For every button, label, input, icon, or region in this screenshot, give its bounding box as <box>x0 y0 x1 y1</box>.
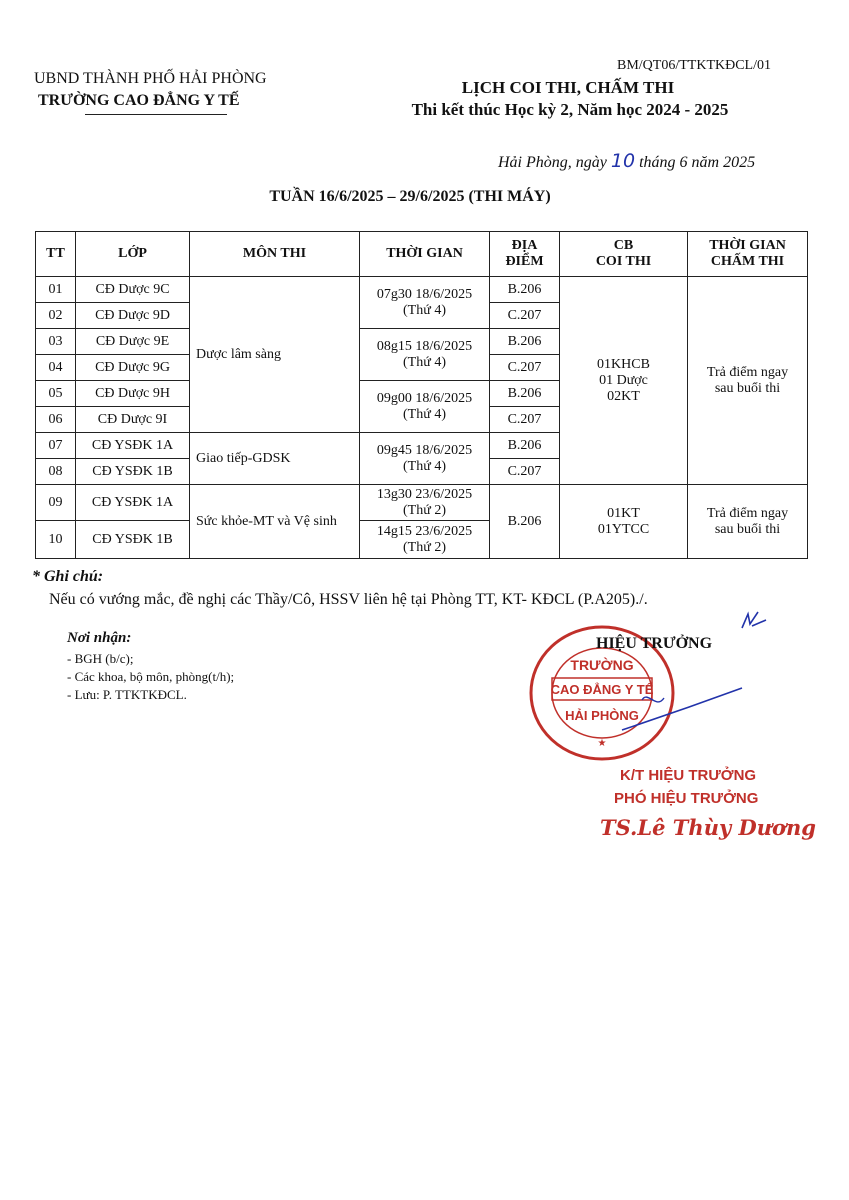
cell-subject: Dược lâm sàng <box>190 277 360 433</box>
cell-time <box>360 433 490 485</box>
cell-invigilators <box>560 485 688 559</box>
table-row <box>36 485 808 521</box>
cell-room: B.206 <box>490 433 560 459</box>
time-line-1: 07g30 18/6/2025 <box>376 286 473 302</box>
svg-text:TRƯỜNG: TRƯỜNG <box>570 657 634 673</box>
invigilator-line: 01YTCC <box>597 521 650 537</box>
table-row <box>36 277 808 303</box>
invigilator-line: 01KHCB <box>597 356 650 372</box>
cell-room: B.206 <box>490 329 560 355</box>
cell-class: CĐ Dược 9I <box>76 407 190 433</box>
principal-title: HIỆU TRƯỞNG <box>596 635 713 652</box>
time-line-2: (Thứ 2) <box>403 539 446 555</box>
grading-line: sau buổi thi <box>714 380 781 396</box>
cell-class: CĐ YSĐK 1A <box>76 485 190 521</box>
recipients-title: Nơi nhận: <box>67 630 132 646</box>
cell-class: CĐ YSĐK 1B <box>76 459 190 485</box>
time-line-1: 13g30 23/6/2025 <box>376 486 473 502</box>
svg-text:HẢI PHÒNG: HẢI PHÒNG <box>565 708 639 723</box>
cell-room: C.207 <box>490 407 560 433</box>
time-line-1: 09g45 18/6/2025 <box>376 442 473 458</box>
cell-room: C.207 <box>490 355 560 381</box>
time-line-2: (Thứ 4) <box>403 458 446 474</box>
cell-time <box>360 277 490 329</box>
header-invigilator <box>560 232 688 277</box>
header-grading <box>688 232 808 277</box>
header-location <box>490 232 560 277</box>
form-code: BM/QT06/TTKTKĐCL/01 <box>617 58 771 73</box>
document-subtitle: Thi kết thúc Học kỳ 2, Năm học 2024 - 2025 <box>411 100 729 119</box>
time-line-2: (Thứ 4) <box>403 302 446 318</box>
cell-class: CĐ Dược 9C <box>76 277 190 303</box>
cell-room: B.206 <box>490 485 560 559</box>
cell-time <box>360 381 490 433</box>
kt-principal-line: K/T HIỆU TRƯỞNG <box>620 767 757 784</box>
cell-invigilators <box>560 277 688 485</box>
recipient-item: - Lưu: P. TTKTKĐCL. <box>67 687 187 702</box>
org-line-1: UBND THÀNH PHỐ HẢI PHÒNG <box>34 70 267 87</box>
time-line-2: (Thứ 4) <box>403 406 446 422</box>
header-location-l1: ĐỊA <box>511 238 538 253</box>
header-grading-l1: THỜI GIAN <box>709 238 786 253</box>
header-location-l2: ĐIỂM <box>505 254 544 269</box>
header-class: LỚP <box>76 232 190 277</box>
week-heading: TUẦN 16/6/2025 – 29/6/2025 (THI MÁY) <box>269 188 551 205</box>
cell-room: B.206 <box>490 381 560 407</box>
cell-room: C.207 <box>490 459 560 485</box>
cell-room: B.206 <box>490 277 560 303</box>
grading-line: sau buổi thi <box>714 521 781 537</box>
header-subject: MÔN THI <box>190 232 360 277</box>
date-suffix: tháng 6 năm 2025 <box>635 154 756 171</box>
date-line <box>498 150 755 172</box>
recipient-item: - BGH (b/c); <box>67 651 134 666</box>
cell-tt: 05 <box>36 381 76 407</box>
cell-time <box>360 485 490 521</box>
header-time: THỜI GIAN <box>360 232 490 277</box>
header-invigilator-l1: CB <box>613 238 634 253</box>
header-tt: TT <box>36 232 76 277</box>
time-line-1: 08g15 18/6/2025 <box>376 338 473 354</box>
cell-class: CĐ Dược 9G <box>76 355 190 381</box>
header-invigilator-l2: COI THI <box>595 254 652 269</box>
time-line-1: 09g00 18/6/2025 <box>376 390 473 406</box>
cell-tt: 04 <box>36 355 76 381</box>
cell-tt: 10 <box>36 521 76 559</box>
svg-text:CAO ĐẲNG Y TẾ: CAO ĐẲNG Y TẾ <box>550 682 654 697</box>
org-underline <box>85 114 227 115</box>
invigilator-line: 01 Dược <box>599 372 648 388</box>
cell-time <box>360 329 490 381</box>
cell-tt: 02 <box>36 303 76 329</box>
cell-tt: 09 <box>36 485 76 521</box>
schedule-table <box>35 231 808 559</box>
date-prefix: Hải Phòng, ngày <box>498 154 611 171</box>
document-title: LỊCH COI THI, CHẤM THI <box>461 78 675 97</box>
signer-name: TS.Lê Thùy Dương <box>600 815 816 840</box>
time-line-1: 14g15 23/6/2025 <box>376 523 473 539</box>
date-day-handwritten: 10 <box>610 150 636 172</box>
signature-stroke-icon <box>612 680 752 740</box>
cell-time <box>360 521 490 559</box>
cell-class: CĐ YSĐK 1A <box>76 433 190 459</box>
header-grading-l2: CHẤM THI <box>710 254 785 269</box>
cell-tt: 06 <box>36 407 76 433</box>
cell-class: CĐ YSĐK 1B <box>76 521 190 559</box>
time-line-2: (Thứ 4) <box>403 354 446 370</box>
cell-grading <box>688 485 808 559</box>
cell-room: C.207 <box>490 303 560 329</box>
note-text: Nếu có vướng mắc, đề nghị các Thầy/Cô, HSSV liên hệ tại Phòng TT, KT- KĐCL (P.A205)./. <box>49 591 648 608</box>
invigilator-line: 02KT <box>607 388 640 404</box>
cell-class: CĐ Dược 9H <box>76 381 190 407</box>
grading-line: Trả điểm ngay <box>706 505 789 521</box>
svg-text:★: ★ <box>597 738 607 749</box>
note-title: * Ghi chú: <box>32 568 104 585</box>
cell-subject: Sức khỏe-MT và Vệ sinh <box>190 485 360 559</box>
grading-line: Trả điểm ngay <box>706 364 789 380</box>
handwritten-initial-icon <box>738 606 768 636</box>
org-line-2: TRƯỜNG CAO ĐẲNG Y TẾ <box>38 92 240 109</box>
vice-principal-title: PHÓ HIỆU TRƯỞNG <box>614 790 759 807</box>
time-line-2: (Thứ 2) <box>403 502 446 518</box>
table-header-row <box>36 232 808 277</box>
invigilator-line: 01KT <box>607 505 640 521</box>
cell-class: CĐ Dược 9E <box>76 329 190 355</box>
cell-subject: Giao tiếp-GDSK <box>190 433 360 485</box>
cell-grading <box>688 277 808 485</box>
recipient-item: - Các khoa, bộ môn, phòng(t/h); <box>67 669 235 684</box>
cell-class: CĐ Dược 9D <box>76 303 190 329</box>
cell-tt: 03 <box>36 329 76 355</box>
cell-tt: 07 <box>36 433 76 459</box>
cell-tt: 08 <box>36 459 76 485</box>
cell-tt: 01 <box>36 277 76 303</box>
